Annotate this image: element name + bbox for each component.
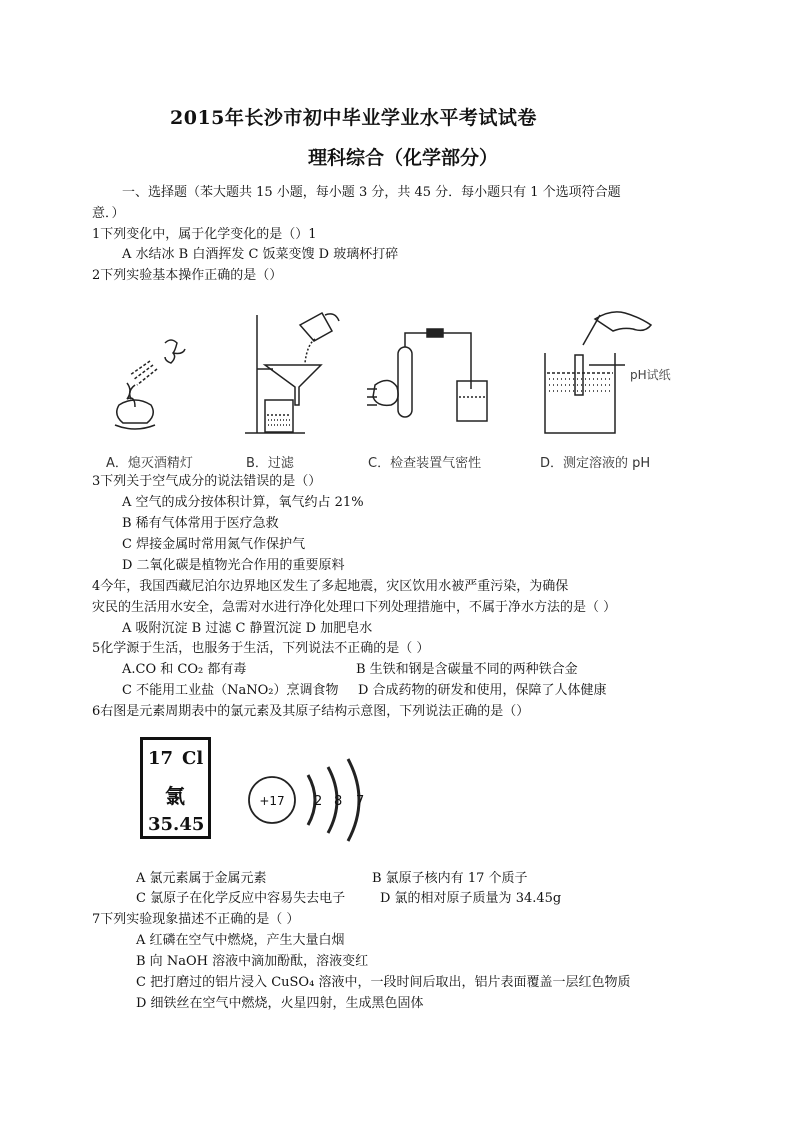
nucleus-charge: +17 [259,794,285,808]
q1-options: A 水结冰 B 白酒挥发 C 饭菜变馊 D 玻璃杯打碎 [122,247,399,262]
q2-caption-b: B．过滤 [246,456,294,471]
q5-stem: 5化学源于生活，也服务于生活，下列说法不正确的是（ ） [92,641,430,656]
ph-paper-label: pH试纸 [630,368,671,382]
filtration-illustration [245,313,339,433]
q6-option-c: C 氯原子在化学反应中容易失去电子 [136,891,346,906]
atomic-mass: 35.45 [148,814,205,835]
q2-caption-c: C．检查装置气密性 [368,456,482,471]
shell-2-electrons: 8 [334,794,343,809]
q7-option-d: D 细铁丝在空气中燃烧，火星四射，生成黑色固体 [136,996,424,1011]
q3-option-c: C 焊接金属时常用氮气作保护气 [122,537,306,552]
q3-stem: 3下列关于空气成分的说法错误的是（） [92,474,322,489]
exam-title: 2015年长沙市初中毕业学业水平考试试卷 [170,107,537,129]
periodic-table-cell [140,737,211,839]
q7-option-a: A 红磷在空气中燃烧，产生大量白烟 [136,933,345,948]
airtightness-check-illustration [367,329,487,421]
q4-stem: 4今年，我国西藏尼泊尔边界地区发生了多起地震，灾区饮用水被严重污染，为确保 [92,579,569,594]
q6-option-b: B 氯原子核内有 17 个质子 [372,871,528,886]
shell-3-electrons: 7 [356,794,365,809]
section-intro-cont: 意．） [92,206,125,221]
q7-option-c: C 把打磨过的铝片浸入 CuSO₄ 溶液中，一段时间后取出，铝片表面覆盖一层红色物质 [136,975,631,990]
q6-option-a: A 氯元素属于金属元素 [136,871,267,886]
shell-1-electrons: 2 [314,794,323,809]
q5-option-d: D 合成药物的研发和使用，保障了人体健康 [358,683,607,698]
q2-caption-a: A．熄灭酒精灯 [106,456,193,471]
atom-structure-diagram [240,755,380,845]
q5-option-a: A.CO 和 CO₂ 都有毒 [122,662,247,677]
q3-option-d: D 二氧化碳是植物光合作用的重要原料 [122,558,345,573]
q5-option-b: B 生铁和钢是含碳量不同的两种铁合金 [356,662,578,677]
exam-subtitle: 理科综合（化学部分） [308,147,499,169]
q3-option-a: A 空气的成分按体积计算，氧气约占 21% [122,495,364,510]
q4-options: A 吸附沉淀 B 过滤 C 静置沉淀 D 加肥皂水 [122,621,373,636]
q6-option-d: D 氯的相对原子质量为 34.45g [380,891,562,906]
q2-stem: 2下列实验基本操作正确的是（） [92,268,283,283]
element-name: 氯 [165,784,185,808]
alcohol-lamp-illustration [115,340,185,429]
atomic-number: 17 [148,748,174,769]
q7-option-b: B 向 NaOH 溶液中滴加酚酞，溶液变红 [136,954,369,969]
lab-operations-figure [105,305,705,445]
q5-option-c: C 不能用工业盐（NaNO₂）烹调食物 [122,683,339,698]
q3-option-b: B 稀有气体常用于医疗急救 [122,516,279,531]
q6-stem: 6右图是元素周期表中的氯元素及其原子结构示意图，下列说法正确的是（） [92,704,530,719]
q1-stem: 1下列变化中，属于化学变化的是（）1 [92,227,317,242]
section-intro: 一、选择题（苯大题共 15 小题，每小题 3 分，共 45 分．每小题只有 1 个选项符合题 [122,185,621,200]
q4-stem-cont: 灾民的生活用水安全，急需对水进行净化处理口下列处理措施中，不属于净水方法的是（ ） [92,600,617,615]
q2-caption-d: D．测定溶液的 pH [540,456,651,471]
element-symbol: Cl [182,748,204,769]
q7-stem: 7下列实验现象描述不正确的是（ ） [92,912,300,927]
